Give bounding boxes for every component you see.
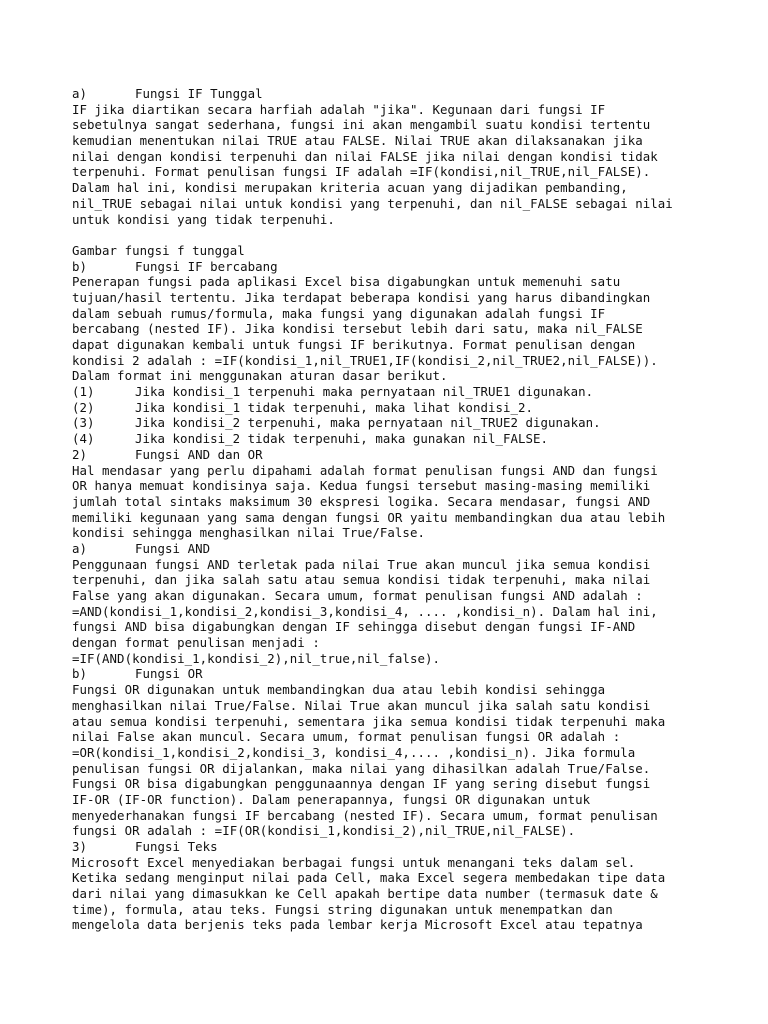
list-item xyxy=(72,415,712,431)
paragraph-line: Dalam hal ini, kondisi merupakan kriteria acuan yang dijadikan pembanding, xyxy=(72,180,628,196)
paragraph-line: =AND(kondisi_1,kondisi_2,kondisi_3,kondisi_4, .... ,kondisi_n). Dalam hal ini, xyxy=(72,603,658,619)
paragraph-line: nil_TRUE sebagai nilai untuk kondisi yang terpenuhi, dan nil_FALSE sebagai nilai xyxy=(72,195,673,211)
list-item-text: Fungsi AND dan OR xyxy=(135,446,263,462)
paragraph-line: False yang akan digunakan. Secara umum, format penulisan fungsi AND adalah : xyxy=(72,588,643,603)
paragraph-line: dalam sebuah rumus/formula, maka fungsi yang digunakan adalah fungsi IF xyxy=(72,305,606,321)
list-item-text: Jika kondisi_1 tidak terpenuhi, maka lihat kondisi_2. xyxy=(135,399,534,415)
paragraph-line: kemudian menentukan nilai TRUE atau FALSE. Nilai TRUE akan dilaksanakan jika xyxy=(72,133,643,149)
list-item-text: Fungsi IF bercabang xyxy=(135,258,278,274)
list-item-number: (1) xyxy=(72,384,95,400)
list-item-number: b) xyxy=(72,666,88,682)
paragraph-line: time), formula, atau teks. Fungsi string digunakan untuk menempatkan dan xyxy=(72,901,613,917)
paragraph-line: bercabang (nested IF). Jika kondisi tersebut lebih dari satu, maka nil_FALSE xyxy=(72,321,643,337)
document-body xyxy=(72,86,712,933)
paragraph-line: fungsi AND bisa digabungkan dengan IF sehingga disebut dengan fungsi IF-AND xyxy=(72,619,636,635)
paragraph-line: sebetulnya sangat sederhana, fungsi ini akan mengambil suatu kondisi tertentu xyxy=(72,117,651,133)
paragraph-line: atau semua kondisi terpenuhi, sementara jika semua kondisi tidak terpenuhi maka xyxy=(72,713,666,729)
list-item xyxy=(72,839,712,855)
list-item-number: 3) xyxy=(72,839,88,854)
list-item-text: Jika kondisi_2 terpenuhi, maka pernyataan nil_TRUE2 digunakan. xyxy=(135,415,601,431)
list-item-text: Jika kondisi_1 terpenuhi maka pernyataan nil_TRUE1 digunakan. xyxy=(135,384,594,400)
paragraph-line: menghasilkan nilai True/False. Nilai True akan muncul jika salah satu kondisi xyxy=(72,697,651,713)
paragraph-line: penulisan fungsi OR dijalankan, maka nilai yang dihasilkan adalah True/False. xyxy=(72,760,651,776)
list-item-number: 2) xyxy=(72,446,88,462)
paragraph-line: mengelola data berjenis teks pada lembar kerja Microsoft Excel atau tepatnya xyxy=(72,917,643,933)
list-item-number: (4) xyxy=(72,431,95,447)
paragraph-line: terpenuhi. Format penulisan fungsi IF adalah =IF(kondisi,nil_TRUE,nil_FALSE). xyxy=(72,164,651,180)
paragraph-line: dari nilai yang dimasukkan ke Cell apakah bertipe data number (termasuk date & xyxy=(72,886,658,902)
paragraph-line: =OR(kondisi_1,kondisi_2,kondisi_3, kondisi_4,.... ,kondisi_n). Jika formula xyxy=(72,744,636,760)
list-item xyxy=(72,666,712,682)
paragraph-line: Gambar fungsi f tunggal xyxy=(72,242,245,258)
list-item xyxy=(72,431,712,447)
paragraph-line: untuk kondisi yang tidak terpenuhi. xyxy=(72,211,335,227)
list-item-number: b) xyxy=(72,258,88,274)
list-item xyxy=(72,86,712,102)
paragraph-line: kondisi 2 adalah : =IF(kondisi_1,nil_TRUE1,IF(kondisi_2,nil_TRUE2,nil_FALSE)). xyxy=(72,352,658,368)
paragraph-line: terpenuhi, dan jika salah satu atau semua kondisi tidak terpenuhi, maka nilai xyxy=(72,572,651,588)
list-item xyxy=(72,384,712,400)
list-item-number: a) xyxy=(72,86,88,101)
paragraph-line: IF-OR (IF-OR function). Dalam penerapannya, fungsi OR digunakan untuk xyxy=(72,791,591,807)
list-item-text: Fungsi OR xyxy=(135,666,203,682)
list-item-number: (2) xyxy=(72,399,95,415)
list-item xyxy=(72,259,712,275)
list-item xyxy=(72,541,712,557)
paragraph-line: memiliki kegunaan yang sama dengan fungsi OR yaitu membandingkan dua atau lebih xyxy=(72,509,666,525)
paragraph-line: Ketika sedang menginput nilai pada Cell, maka Excel segera membedakan tipe data xyxy=(72,870,666,886)
paragraph-line: Hal mendasar yang perlu dipahami adalah format penulisan fungsi AND dan fungsi xyxy=(72,462,658,478)
paragraph-line: dengan format penulisan menjadi : xyxy=(72,635,320,651)
paragraph-line: Fungsi OR digunakan untuk membandingkan dua atau lebih kondisi sehingga xyxy=(72,682,606,698)
paragraph-line: Fungsi OR bisa digabungkan penggunaannya dengan IF yang sering disebut fungsi xyxy=(72,776,651,792)
paragraph-line: dapat digunakan kembali untuk fungsi IF berikutnya. Format penulisan dengan xyxy=(72,337,636,352)
paragraph-line: Penerapan fungsi pada aplikasi Excel bisa digabungkan untuk memenuhi satu xyxy=(72,274,621,290)
paragraph-line: kondisi sehingga menghasilkan nilai True/False. xyxy=(72,525,425,541)
paragraph-line: IF jika diartikan secara harfiah adalah "jika". Kegunaan dari fungsi IF xyxy=(72,101,606,117)
paragraph-line: =IF(AND(kondisi_1,kondisi_2),nil_true,nil_false). xyxy=(72,650,440,666)
list-item xyxy=(72,447,712,463)
list-item-text: Fungsi Teks xyxy=(135,839,218,854)
list-item-text: Fungsi AND xyxy=(135,540,211,556)
list-item-number: (3) xyxy=(72,415,95,431)
paragraph-line: Microsoft Excel menyediakan berbagai fungsi untuk menangani teks dalam sel. xyxy=(72,854,636,870)
paragraph-line: OR hanya memuat kondisinya saja. Kedua fungsi tersebut masing-masing memiliki xyxy=(72,478,651,494)
list-item xyxy=(72,400,712,416)
list-item-number: a) xyxy=(72,540,88,556)
paragraph-line: nilai False akan muncul. Secara umum, format penulisan fungsi OR adalah : xyxy=(72,729,621,745)
list-item-text: Jika kondisi_2 tidak terpenuhi, maka gunakan nil_FALSE. xyxy=(135,431,549,447)
paragraph-line: Dalam format ini menggunakan aturan dasar berikut. xyxy=(72,368,448,384)
paragraph-line: menyederhanakan fungsi IF bercabang (nested IF). Secara umum, format penulisan xyxy=(72,807,658,823)
paragraph-line: jumlah total sintaks maksimum 30 ekspresi logika. Secara mendasar, fungsi AND xyxy=(72,493,651,509)
paragraph-line: nilai dengan kondisi terpenuhi dan nilai FALSE jika nilai dengan kondisi tidak xyxy=(72,148,658,164)
paragraph-line: tujuan/hasil tertentu. Jika terdapat beberapa kondisi yang harus dibandingkan xyxy=(72,289,651,305)
paragraph-line: Penggunaan fungsi AND terletak pada nilai True akan muncul jika semua kondisi xyxy=(72,556,651,572)
paragraph-line: fungsi OR adalah : =IF(OR(kondisi_1,kondisi_2),nil_TRUE,nil_FALSE). xyxy=(72,823,576,839)
blank-line xyxy=(72,227,712,243)
list-item-text: Fungsi IF Tunggal xyxy=(135,86,263,101)
